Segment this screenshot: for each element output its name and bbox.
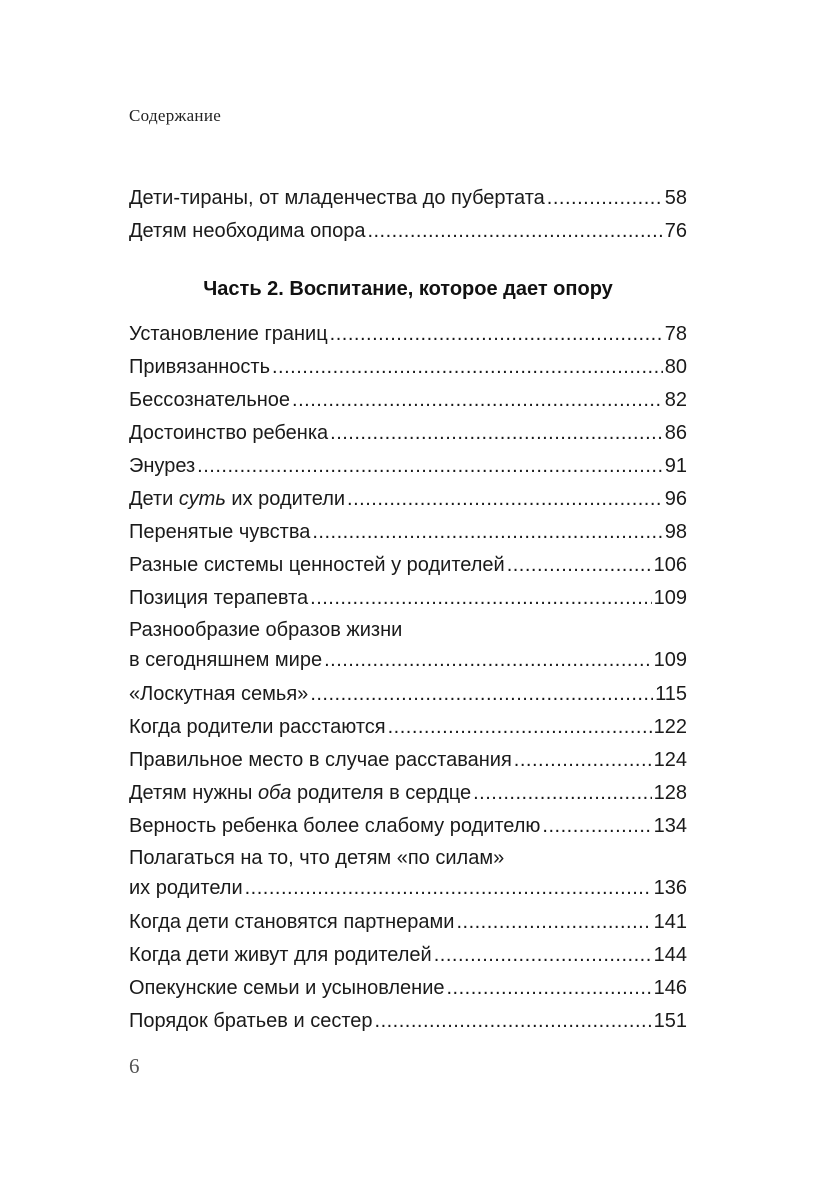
toc-entry-title: Когда родители расстаются bbox=[129, 716, 386, 738]
page-number: 6 bbox=[129, 1054, 140, 1078]
toc-entry bbox=[129, 873, 687, 903]
toc-entry-title-emphasis: суть bbox=[178, 488, 226, 510]
toc-entry bbox=[129, 384, 687, 417]
toc-entry-page: 136 bbox=[653, 877, 687, 899]
toc-entry-page: 76 bbox=[664, 220, 687, 242]
toc-entry-title: Разные системы ценностей у родителей bbox=[129, 554, 505, 576]
toc-entry-title: Достоинство ребенка bbox=[129, 422, 329, 444]
toc-entry-page: 109 bbox=[653, 649, 687, 671]
dot-leader bbox=[310, 678, 653, 711]
toc-entry bbox=[129, 351, 687, 384]
toc-entry-title-part: их родители bbox=[225, 488, 346, 510]
toc-entry-title-line1: Полагаться на то, что детям «по силам» bbox=[129, 847, 505, 869]
dot-leader bbox=[507, 549, 652, 582]
toc-entry-title: Энурез bbox=[129, 455, 196, 477]
toc-entry-page: 128 bbox=[653, 782, 687, 804]
toc-entry-title: Верность ребенка более слабому родителю bbox=[129, 815, 541, 837]
dot-leader bbox=[272, 351, 663, 384]
toc-entry-page: 144 bbox=[653, 944, 687, 966]
toc-entry-page: 151 bbox=[653, 1010, 687, 1032]
dot-leader bbox=[245, 873, 652, 903]
dot-leader bbox=[473, 777, 652, 810]
toc-entry-page: 109 bbox=[653, 587, 687, 609]
dot-leader bbox=[197, 450, 663, 483]
toc-entry-page: 96 bbox=[664, 488, 687, 510]
toc-entry-title-line2: их родители bbox=[129, 877, 243, 899]
toc-entry-title: Установление границ bbox=[129, 323, 328, 345]
toc-entry bbox=[129, 744, 687, 777]
toc-entry bbox=[129, 906, 687, 939]
dot-leader bbox=[310, 582, 651, 615]
toc-entry-title-line2: в сегодняшнем мире bbox=[129, 649, 323, 671]
toc-entry bbox=[129, 450, 687, 483]
toc-entry-page: 98 bbox=[664, 521, 687, 543]
toc-entry-title-part: родителя в сердце bbox=[291, 782, 472, 804]
toc-entry-title-part: Дети bbox=[129, 488, 179, 510]
toc-entry-title: Когда дети живут для родителей bbox=[129, 944, 432, 966]
toc-entry-title: Дети-тираны, от младенчества до пубертата bbox=[129, 187, 545, 209]
toc-entry bbox=[129, 645, 687, 675]
toc-entry bbox=[129, 1005, 687, 1038]
dot-leader bbox=[547, 182, 663, 215]
toc-entry bbox=[129, 972, 687, 1005]
toc-entry-title: Позиция терапевта bbox=[129, 587, 309, 609]
dot-leader bbox=[388, 711, 652, 744]
toc-entry-title: Привязанность bbox=[129, 356, 270, 378]
toc-entry-title: Когда дети становятся партнерами bbox=[129, 911, 455, 933]
toc-entry bbox=[129, 711, 687, 744]
dot-leader bbox=[367, 215, 662, 248]
toc-entry-page: 124 bbox=[653, 749, 687, 771]
toc-entry-page: 91 bbox=[664, 455, 687, 477]
toc-entry-title: Правильное место в случае расставания bbox=[129, 749, 512, 771]
toc-entry bbox=[129, 810, 687, 843]
dot-leader bbox=[456, 906, 651, 939]
toc-entry-page: 58 bbox=[664, 187, 687, 209]
toc-entry-title bbox=[129, 483, 345, 516]
toc-entry-multiline bbox=[129, 615, 687, 675]
toc-entry-title: Перенятые чувства bbox=[129, 521, 311, 543]
toc-entry bbox=[129, 549, 687, 582]
toc-entry-title: Детям необходима опора bbox=[129, 220, 366, 242]
toc-entry-page: 82 bbox=[664, 389, 687, 411]
toc-entry-title-part: Детям нужны bbox=[129, 782, 258, 804]
dot-leader bbox=[514, 744, 652, 777]
toc-entry bbox=[129, 483, 687, 516]
toc-entry-title: Порядок братьев и сестер bbox=[129, 1010, 373, 1032]
toc-entry-page: 122 bbox=[653, 716, 687, 738]
toc-entry-page: 78 bbox=[664, 323, 687, 345]
toc-section-2 bbox=[129, 318, 687, 1038]
toc-entry bbox=[129, 516, 687, 549]
toc-entry-page: 134 bbox=[653, 815, 687, 837]
dot-leader bbox=[330, 417, 663, 450]
toc-entry-title-emphasis: оба bbox=[257, 782, 292, 804]
dot-leader bbox=[312, 516, 662, 549]
toc-entry-page: 141 bbox=[653, 911, 687, 933]
toc-entry bbox=[129, 417, 687, 450]
toc-entry-page: 80 bbox=[664, 356, 687, 378]
toc-entry bbox=[129, 939, 687, 972]
running-head: Содержание bbox=[129, 106, 222, 125]
toc-entry bbox=[129, 678, 687, 711]
dot-leader bbox=[292, 384, 663, 417]
toc-entry bbox=[129, 582, 687, 615]
toc-entry bbox=[129, 215, 687, 248]
toc-entry-page: 115 bbox=[655, 683, 687, 705]
toc-entry-title-line1: Разнообразие образов жизни bbox=[129, 619, 403, 641]
toc-entry-multiline bbox=[129, 843, 687, 903]
toc-entry-title: Опекунские семьи и усыновление bbox=[129, 977, 445, 999]
dot-leader bbox=[375, 1005, 652, 1038]
toc-entry bbox=[129, 318, 687, 351]
toc-entry-page: 86 bbox=[664, 422, 687, 444]
toc-entry-page: 146 bbox=[653, 977, 687, 999]
dot-leader bbox=[324, 645, 652, 675]
part-heading: Часть 2. Воспитание, которое дает опору bbox=[203, 278, 613, 300]
dot-leader bbox=[347, 483, 663, 516]
toc-entry bbox=[129, 182, 687, 215]
toc-section-1 bbox=[129, 182, 687, 248]
toc-entry-page: 106 bbox=[653, 554, 687, 576]
dot-leader bbox=[434, 939, 652, 972]
dot-leader bbox=[447, 972, 652, 1005]
toc-entry-title bbox=[129, 777, 471, 810]
toc-entry bbox=[129, 777, 687, 810]
toc-entry-title: Бессознательное bbox=[129, 389, 291, 411]
toc-entry-title: «Лоскутная семья» bbox=[129, 683, 309, 705]
dot-leader bbox=[330, 318, 663, 351]
dot-leader bbox=[542, 810, 651, 843]
